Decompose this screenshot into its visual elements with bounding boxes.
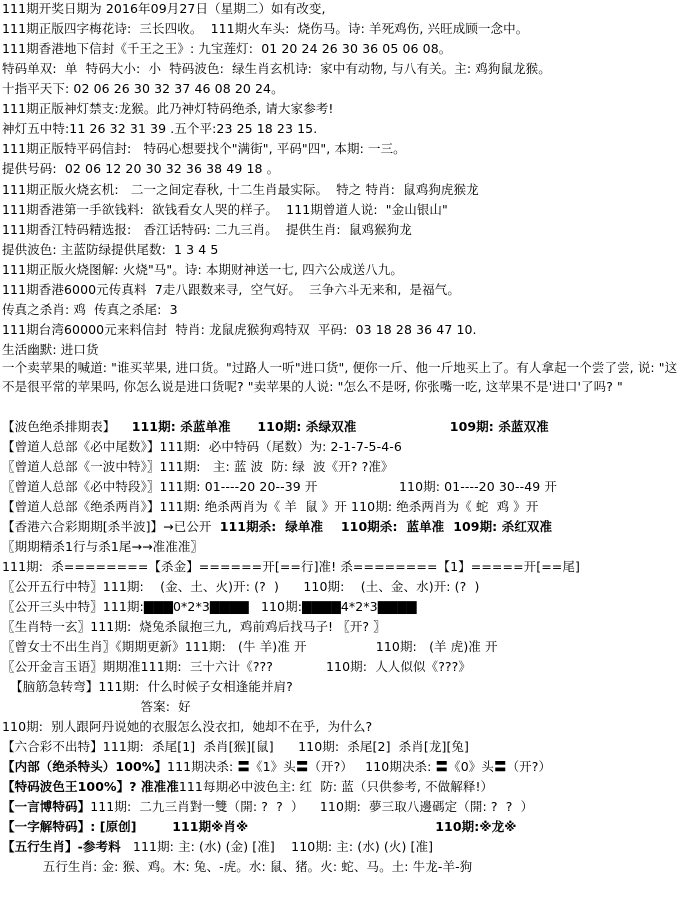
text-line bbox=[2, 838, 686, 856]
text-segment: 111每期必中波色主: 红 防: 蓝（只供参考, 不做解释!） bbox=[178, 779, 494, 794]
text-line: 〖曾道人总部《一波中特》〗111期: 主: 蓝 波 防: 绿 波《开? ?准》 bbox=[2, 459, 394, 474]
text-line: 【六合彩不出特】111期: 杀尾[1] 杀肖[猴][鼠] 110期: 杀尾[2] 杀肖[龙][兔] bbox=[2, 739, 469, 754]
text-line: 〖曾女士不出生肖〗《期期更新》111期: (牛 羊)准 开 110期: (羊 虎)准 开 bbox=[2, 639, 498, 654]
text-segment: 111期: 二九三肖對一雙（開: ? ? ） 110期: 夢三取八邊碼定（開: ? ? ） bbox=[90, 799, 534, 814]
text-segment: 111期决杀: 〓《1》头〓（开?） 110期决杀: 〓《0》头〓（开?） bbox=[167, 759, 552, 774]
text-line: 五行生肖: 金: 猴、鸡。木: 兔、-虎。水: 鼠、猪。火: 蛇、马。土: 牛龙-羊-狗 bbox=[2, 859, 473, 874]
text-line: 一个卖苹果的喊道: "谁买苹果, 进口货。"过路人一听"进口货", 便你一斤、他一斤地买上了。有人拿起一个尝了尝, 说: "这不是很平常的苹果吗, 你怎么说是进口货呢? "卖苹果的人说: "怎么不是呀, 你张嘴一吃, 这苹果不是'进口'了吗? " bbox=[2, 360, 678, 394]
text-line: 提供波色: 主蓝防绿提供尾数: 1 3 4 5 bbox=[2, 242, 219, 257]
text-segment: 111期: 杀蓝单准 110期: 杀绿双准 109期: 杀蓝双准 bbox=[131, 419, 549, 434]
text-line: 111期: 杀========【杀金】======开[==行]准! 杀========【1】=====开[==尾] bbox=[2, 559, 580, 574]
text-segment: 【香港六合彩期期[杀半波]】→已公开 bbox=[2, 519, 220, 534]
text-segment: 【特码波色王100%】? 准准准 bbox=[2, 779, 179, 794]
text-line: 〖公开三头中特〗111期:▇▇▇0*2*3▇▇▇▇ 110期:▇▇▇▇4*2*3▇▇▇▇ bbox=[2, 599, 417, 614]
text-line: 111期正版四字梅花诗: 三长四收。 111期火车头: 烧伤马。诗: 羊死鸡伤, 兴旺成顾一念中。 bbox=[2, 21, 529, 36]
text-line: 111期正版火烧玄机: 二一之间定春秋, 十二生肖最实际。 特之 特肖: 鼠鸡狗虎猴龙 bbox=[2, 182, 479, 197]
text-segment: 【一字解特码】: [原创] 111期※肖※ 110期:※龙※ bbox=[2, 819, 517, 834]
text-line: 十指平天下: 02 06 26 30 32 37 46 08 20 24。 bbox=[2, 81, 284, 96]
text-line: 111期正版神灯禁支:龙猴。此乃神灯特码绝杀, 请大家参考! bbox=[2, 101, 334, 116]
text-segment: 111期杀: 绿单准 110期杀: 蓝单准 109期: 杀红双准 bbox=[219, 519, 553, 534]
text-line: 〖公开金言玉语〗期期准111期: 三十六计《??? 110期: 人人似似《???》 bbox=[2, 659, 471, 674]
text-line: 〖生肖特一玄〗111期: 烧兔杀鼠抱三九, 鸡前鸡后找马子! 〖开? 〗 bbox=[2, 619, 386, 634]
text-segment: 【五行生肖】-参考料 bbox=[2, 839, 121, 854]
text-line: 111期正版火烧图解: 火烧"马"。诗: 本期财神送一七, 四六公成送八九。 bbox=[2, 262, 403, 277]
text-segment: 【一言博特码】 bbox=[2, 799, 91, 814]
text-line: 特码单双: 单 特码大小: 小 特码波色: 绿生肖玄机诗: 家中有动物, 与八有关。主: 鸡狗鼠龙猴。 bbox=[2, 61, 551, 76]
text-line: 〖公开五行中特〗111期: (金、土、火)开: (? ) 110期: (土、金、水)开: (? ) bbox=[2, 579, 480, 594]
text-line: 神灯五中特:11 26 32 31 39 .五个平:23 25 18 23 15. bbox=[2, 121, 318, 136]
text-line bbox=[2, 818, 686, 836]
text-line: 111期台湾60000元来料信封 特肖: 龙鼠虎猴狗鸡特双 平码: 03 18 28 36 47 10. bbox=[2, 322, 477, 337]
text-line: 111期香江特码精选报: 香江话特码: 二九三肖。 提供生肖: 鼠鸡猴狗龙 bbox=[2, 222, 412, 237]
text-segment: 【波色绝杀排期表】 bbox=[2, 419, 132, 434]
text-line: 111期香港6000元传真料 7走八跟数来寻, 空气好。 三争六斗无来和, 是福气。 bbox=[2, 282, 460, 297]
text-line bbox=[2, 798, 686, 816]
text-line bbox=[2, 758, 686, 776]
text-line: 〖曾道人总部《必中特段》〗111期: 01----20 20--39 开 110期: 01----20 30--49 开 bbox=[2, 479, 557, 494]
text-line: 111期香港地下信封《千王之王》: 九宝莲灯: 01 20 24 26 30 36 05 06 08。 bbox=[2, 41, 452, 56]
text-line: 【曾道人总部《绝杀两肖》】111期: 绝杀两肖为《 羊 鼠 》开 110期: 绝杀两肖为《 蛇 鸡 》开 bbox=[2, 499, 539, 514]
text-line: 〖期期精杀1行与杀1尾→→准准准〗 bbox=[2, 539, 204, 554]
text-line bbox=[2, 418, 686, 436]
text-line: 答案: 好 bbox=[2, 699, 191, 714]
text-line: 传真之杀肖: 鸡 传真之杀尾: 3 bbox=[2, 302, 178, 317]
text-segment: 111期: 主: (水) (金) [准] 110期: 主: (水) (火) [准] bbox=[120, 839, 434, 854]
text-line: 111期正版特平码信封: 特码心想要找个"满街", 平码"四", 本期: 一三。 bbox=[2, 141, 406, 156]
text-line: 【脑筋急转弯】111期: 什么时候子女相逢能并肩? bbox=[2, 679, 293, 694]
text-line bbox=[2, 778, 686, 796]
text-line: 111期开奖日期为 2016年09月27日（星期二）如有改变, bbox=[2, 1, 326, 16]
text-line: 【曾道人总部《必中尾数》】111期: 必中特码（尾数）为: 2-1-7-5-4-6 bbox=[2, 439, 402, 454]
text-line: 生活幽默: 进口货 bbox=[2, 342, 99, 357]
text-segment: 【内部（绝杀特头）100%】 bbox=[2, 759, 168, 774]
text-line: 111期香港第一手欲钱料: 欲钱看女人哭的样子。 111期曾道人说: "金山银山" bbox=[2, 202, 448, 217]
text-line: 提供号码: 02 06 12 20 30 32 36 38 49 18 。 bbox=[2, 161, 280, 176]
text-line: 110期: 别人跟阿丹说她的衣服怎么没衣扣, 她却不在乎, 为什么? bbox=[2, 719, 373, 734]
text-line bbox=[2, 518, 686, 536]
